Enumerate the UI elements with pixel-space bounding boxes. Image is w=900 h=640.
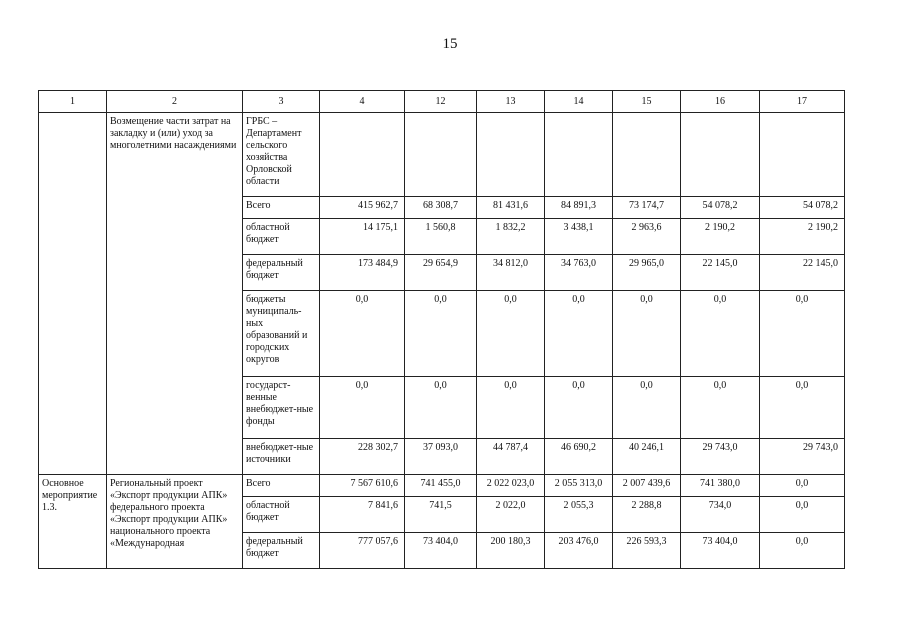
- value-cell: 2 022 023,0: [477, 475, 545, 497]
- header-cell: 17: [760, 91, 845, 113]
- value-cell: 0,0: [613, 377, 681, 439]
- value-cell: [477, 113, 545, 197]
- value-cell: 741 455,0: [405, 475, 477, 497]
- value-cell: 2 190,2: [681, 219, 760, 255]
- value-cell: 81 431,6: [477, 197, 545, 219]
- value-cell: 14 175,1: [320, 219, 405, 255]
- value-cell: 73 404,0: [681, 533, 760, 569]
- source-label: федеральный бюджет: [243, 533, 320, 569]
- value-cell: 46 690,2: [545, 439, 613, 475]
- value-cell: 37 093,0: [405, 439, 477, 475]
- source-label: Всего: [243, 197, 320, 219]
- header-cell: 15: [613, 91, 681, 113]
- value-cell: 0,0: [613, 291, 681, 377]
- value-cell: 2 022,0: [477, 497, 545, 533]
- value-cell: 0,0: [477, 291, 545, 377]
- value-cell: 0,0: [405, 291, 477, 377]
- value-cell: 29 654,9: [405, 255, 477, 291]
- value-cell: 228 302,7: [320, 439, 405, 475]
- value-cell: 73 174,7: [613, 197, 681, 219]
- value-cell: 777 057,6: [320, 533, 405, 569]
- measure-name-cell: Возмещение части затрат на закладку и (или) уход за многолетними насаждениями: [107, 113, 243, 475]
- header-cell: 16: [681, 91, 760, 113]
- value-cell: [320, 113, 405, 197]
- value-cell: 7 841,6: [320, 497, 405, 533]
- value-cell: 22 145,0: [681, 255, 760, 291]
- header-cell: 4: [320, 91, 405, 113]
- value-cell: 2 055 313,0: [545, 475, 613, 497]
- value-cell: [681, 113, 760, 197]
- value-cell: 200 180,3: [477, 533, 545, 569]
- header-row: [39, 91, 845, 113]
- value-cell: 29 965,0: [613, 255, 681, 291]
- value-cell: 741 380,0: [681, 475, 760, 497]
- header-cell: 14: [545, 91, 613, 113]
- value-cell: 34 812,0: [477, 255, 545, 291]
- value-cell: 7 567 610,6: [320, 475, 405, 497]
- value-cell: 0,0: [760, 533, 845, 569]
- value-cell: 22 145,0: [760, 255, 845, 291]
- value-cell: 2 963,6: [613, 219, 681, 255]
- value-cell: 2 055,3: [545, 497, 613, 533]
- header-cell: 12: [405, 91, 477, 113]
- value-cell: 54 078,2: [681, 197, 760, 219]
- value-cell: 0,0: [681, 291, 760, 377]
- value-cell: 0,0: [477, 377, 545, 439]
- value-cell: [760, 113, 845, 197]
- header-cell: 3: [243, 91, 320, 113]
- value-cell: 0,0: [760, 291, 845, 377]
- value-cell: 73 404,0: [405, 533, 477, 569]
- measure-name-cell: Региональный проект «Экспорт продукции АПК» федерального проекта «Экспорт продукции АПК» национального проекта «Международная: [107, 475, 243, 569]
- value-cell: 0,0: [760, 475, 845, 497]
- source-label: областной бюджет: [243, 219, 320, 255]
- value-cell: 0,0: [760, 377, 845, 439]
- value-cell: 0,0: [545, 377, 613, 439]
- value-cell: 68 308,7: [405, 197, 477, 219]
- measure-number-cell: [39, 113, 107, 475]
- value-cell: 29 743,0: [760, 439, 845, 475]
- value-cell: 0,0: [405, 377, 477, 439]
- value-cell: 1 560,8: [405, 219, 477, 255]
- value-cell: 0,0: [545, 291, 613, 377]
- value-cell: 40 246,1: [613, 439, 681, 475]
- value-cell: 3 438,1: [545, 219, 613, 255]
- source-label: областной бюджет: [243, 497, 320, 533]
- measure-number-cell: Основное мероприятие 1.3.: [39, 475, 107, 569]
- grbs-cell: ГРБС – Департамент сельского хозяйства Орловской области: [243, 113, 320, 197]
- value-cell: 84 891,3: [545, 197, 613, 219]
- value-cell: 2 007 439,6: [613, 475, 681, 497]
- value-cell: 0,0: [320, 377, 405, 439]
- header-cell: 13: [477, 91, 545, 113]
- value-cell: [613, 113, 681, 197]
- header-cell: 1: [39, 91, 107, 113]
- value-cell: 0,0: [760, 497, 845, 533]
- source-label: бюджеты муниципаль-ных образований и городских округов: [243, 291, 320, 377]
- header-cell: 2: [107, 91, 243, 113]
- page-number: 15: [442, 36, 458, 52]
- value-cell: 2 190,2: [760, 219, 845, 255]
- value-cell: 226 593,3: [613, 533, 681, 569]
- source-label: государст-венные внебюджет-ные фонды: [243, 377, 320, 439]
- source-label: федеральный бюджет: [243, 255, 320, 291]
- value-cell: 44 787,4: [477, 439, 545, 475]
- value-cell: [545, 113, 613, 197]
- value-cell: [405, 113, 477, 197]
- value-cell: 415 962,7: [320, 197, 405, 219]
- value-cell: 34 763,0: [545, 255, 613, 291]
- value-cell: 203 476,0: [545, 533, 613, 569]
- budget-table: [38, 90, 845, 569]
- value-cell: 54 078,2: [760, 197, 845, 219]
- value-cell: 0,0: [681, 377, 760, 439]
- value-cell: 0,0: [320, 291, 405, 377]
- table-row: [39, 475, 845, 497]
- value-cell: 173 484,9: [320, 255, 405, 291]
- table-row-grbs: [39, 113, 845, 197]
- value-cell: 734,0: [681, 497, 760, 533]
- value-cell: 1 832,2: [477, 219, 545, 255]
- value-cell: 2 288,8: [613, 497, 681, 533]
- value-cell: 29 743,0: [681, 439, 760, 475]
- value-cell: 741,5: [405, 497, 477, 533]
- source-label: внебюджет-ные источники: [243, 439, 320, 475]
- source-label: Всего: [243, 475, 320, 497]
